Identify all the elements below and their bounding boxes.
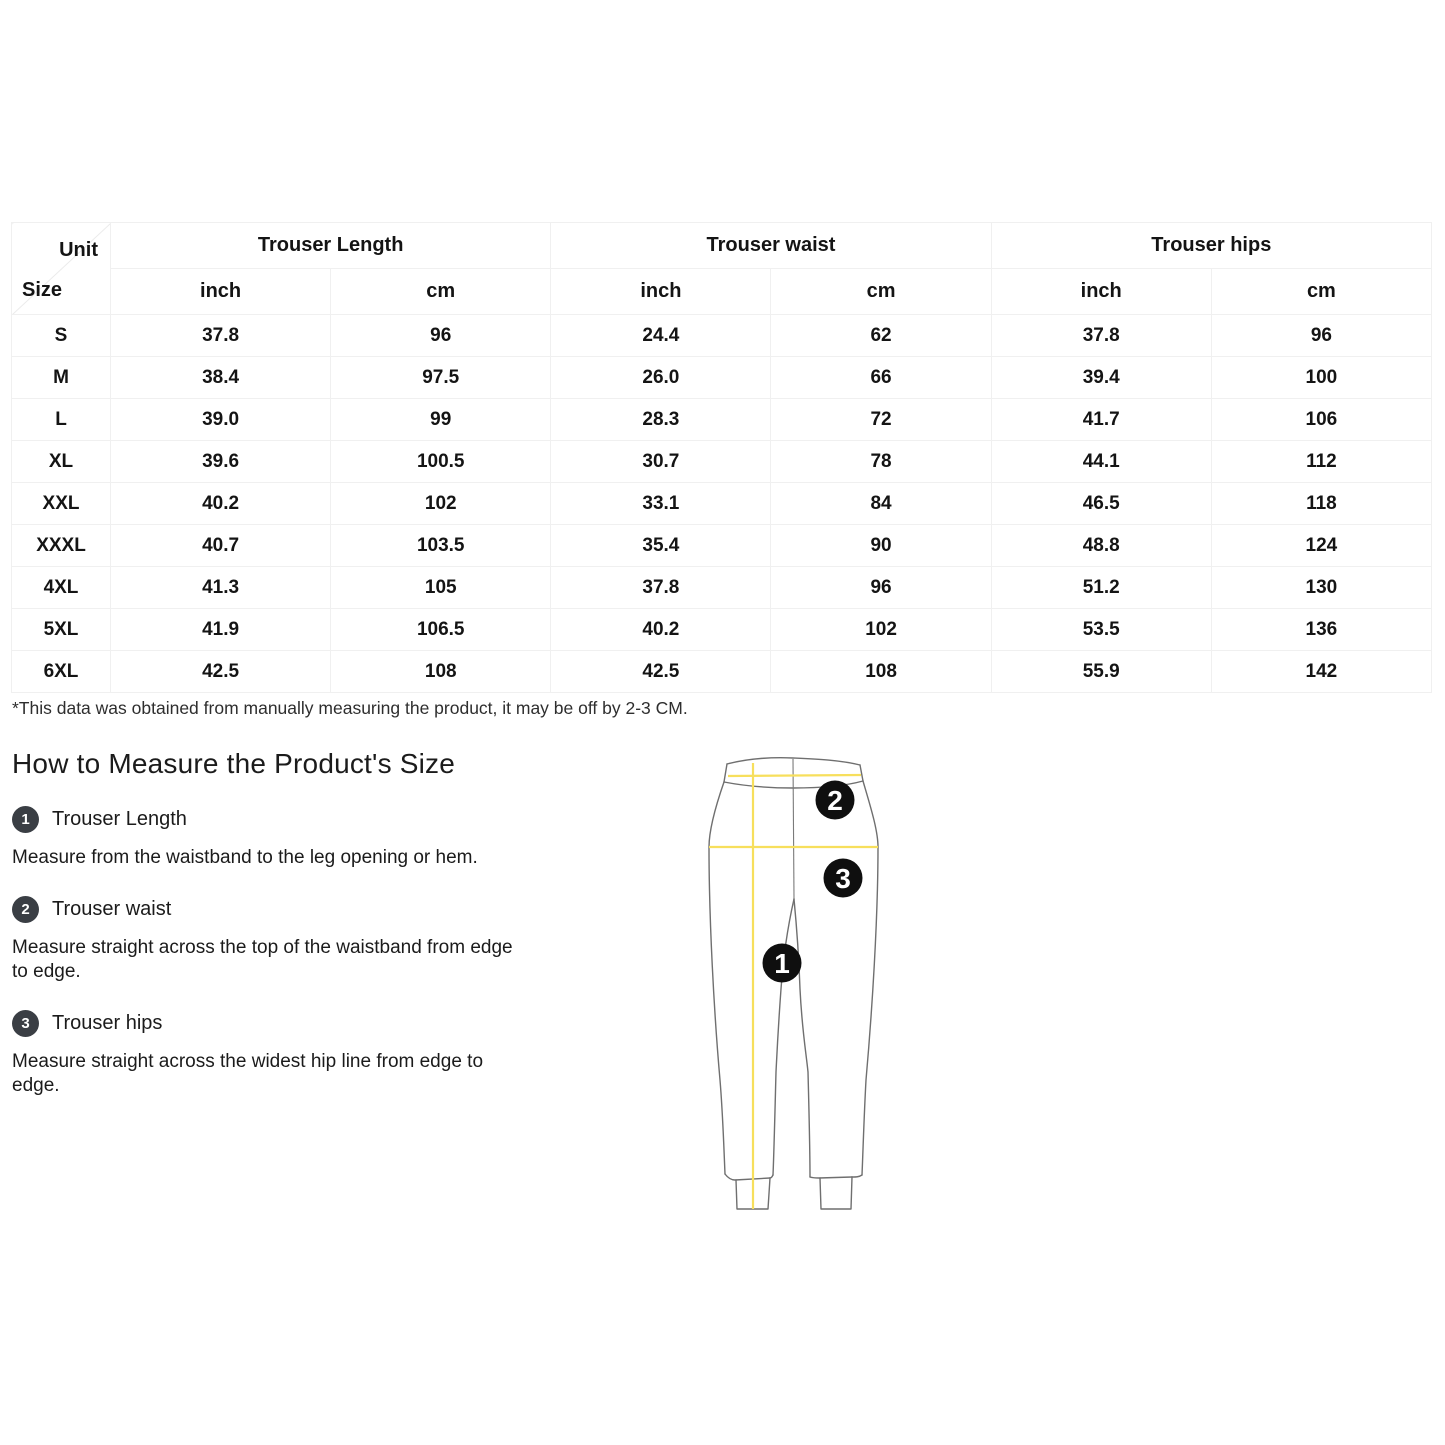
marker-3-number: 3 [835,863,851,894]
guide-item-description: Measure from the waistband to the leg opening or hem. [12,847,478,868]
table-row [12,567,1432,609]
measurement-value: 40.7 [111,525,331,567]
size-table-body [12,315,1432,693]
measurement-value: 41.9 [111,609,331,651]
measurement-value: 96 [771,567,991,609]
unit-header: inch [111,269,331,315]
step-3-badge: 3 [12,1010,39,1037]
step-1-badge: 1 [12,806,39,833]
measurement-value: 42.5 [111,651,331,693]
guide-item-trouser-waist [12,896,532,923]
measurement-value: 106 [1211,399,1431,441]
measurement-value: 102 [771,609,991,651]
group-header-row [12,223,1432,269]
guide-item-description: Measure straight across the top of the waistband from edge to edge. [12,936,513,982]
measurement-value: 53.5 [991,609,1211,651]
measurement-value: 105 [331,567,551,609]
corner-cell [12,223,111,315]
measurement-value: 78 [771,441,991,483]
measurement-value: 37.8 [991,315,1211,357]
corner-size-label: Size [22,279,63,301]
measurement-value: 39.4 [991,357,1211,399]
measurement-value: 30.7 [551,441,771,483]
measurement-value: 37.8 [111,315,331,357]
measurement-disclaimer: *This data was obtained from manually measuring the product, it may be off by 2-3 CM. [12,698,688,718]
unit-header: cm [1211,269,1431,315]
measurement-value: 33.1 [551,483,771,525]
guide-item-description: Measure straight across the widest hip line from edge to edge. [12,1050,484,1096]
measurement-value: 72 [771,399,991,441]
measurement-value: 38.4 [111,357,331,399]
measurement-value: 96 [331,315,551,357]
guide-item-trouser-hips [12,1010,532,1037]
measurement-value: 124 [1211,525,1431,567]
column-group-trouser-hips: Trouser hips [991,223,1431,269]
measurement-value: 100 [1211,357,1431,399]
table-row [12,441,1432,483]
measurement-value: 24.4 [551,315,771,357]
measurement-value: 118 [1211,483,1431,525]
measurement-value: 26.0 [551,357,771,399]
unit-header-row [12,269,1432,315]
marker-3 [824,859,863,898]
table-row [12,525,1432,567]
column-group-trouser-waist: Trouser waist [551,223,991,269]
measurement-value: 51.2 [991,567,1211,609]
marker-1 [763,944,802,983]
measurement-value: 40.2 [551,609,771,651]
size-label: XXL [12,483,111,525]
measurement-value: 103.5 [331,525,551,567]
unit-header: inch [551,269,771,315]
marker-1-number: 1 [774,948,790,979]
marker-2-number: 2 [827,785,843,816]
measurement-value: 39.0 [111,399,331,441]
marker-2 [816,781,855,820]
guide-heading: How to Measure the Product's Size [12,748,456,779]
corner-unit-label: Unit [59,239,98,261]
table-row [12,357,1432,399]
guide-item-trouser-length [12,806,532,833]
measurement-value: 112 [1211,441,1431,483]
size-label: L [12,399,111,441]
trouser-outline-illustration [709,758,878,1209]
measurement-value: 130 [1211,567,1431,609]
size-label: 6XL [12,651,111,693]
measurement-value: 84 [771,483,991,525]
table-row [12,651,1432,693]
size-label: M [12,357,111,399]
unit-header: cm [331,269,551,315]
unit-header: cm [771,269,991,315]
measurement-value: 99 [331,399,551,441]
measuring-guide [12,806,532,1124]
step-2-badge: 2 [12,896,39,923]
measurement-value: 106.5 [331,609,551,651]
measurement-value: 46.5 [991,483,1211,525]
measurement-value: 48.8 [991,525,1211,567]
measurement-value: 97.5 [331,357,551,399]
size-label: 4XL [12,567,111,609]
measurement-value: 108 [331,651,551,693]
measurement-value: 62 [771,315,991,357]
measurement-value: 90 [771,525,991,567]
measurement-value: 42.5 [551,651,771,693]
measurement-value: 102 [331,483,551,525]
waist-measure-line [728,775,861,776]
guide-item-title: Trouser hips [52,1011,163,1034]
trouser-measurement-diagram [680,750,925,1220]
unit-header: inch [991,269,1211,315]
size-label: S [12,315,111,357]
guide-item-title: Trouser waist [52,897,172,920]
table-row [12,483,1432,525]
column-group-trouser-length: Trouser Length [111,223,551,269]
measurement-value: 108 [771,651,991,693]
measurement-value: 41.3 [111,567,331,609]
measurement-value: 136 [1211,609,1431,651]
measurement-value: 96 [1211,315,1431,357]
measurement-value: 35.4 [551,525,771,567]
measurement-value: 100.5 [331,441,551,483]
size-label: XXXL [12,525,111,567]
guide-item-title: Trouser Length [52,808,187,830]
table-row [12,399,1432,441]
measurement-value: 40.2 [111,483,331,525]
measurement-value: 55.9 [991,651,1211,693]
table-row [12,315,1432,357]
size-label: 5XL [12,609,111,651]
measurement-value: 142 [1211,651,1431,693]
measurement-value: 66 [771,357,991,399]
measurement-value: 28.3 [551,399,771,441]
table-row [12,609,1432,651]
size-label: XL [12,441,111,483]
measurement-value: 39.6 [111,441,331,483]
measurement-value: 44.1 [991,441,1211,483]
measurement-value: 37.8 [551,567,771,609]
measurement-value: 41.7 [991,399,1211,441]
size-chart-table [11,222,1432,693]
